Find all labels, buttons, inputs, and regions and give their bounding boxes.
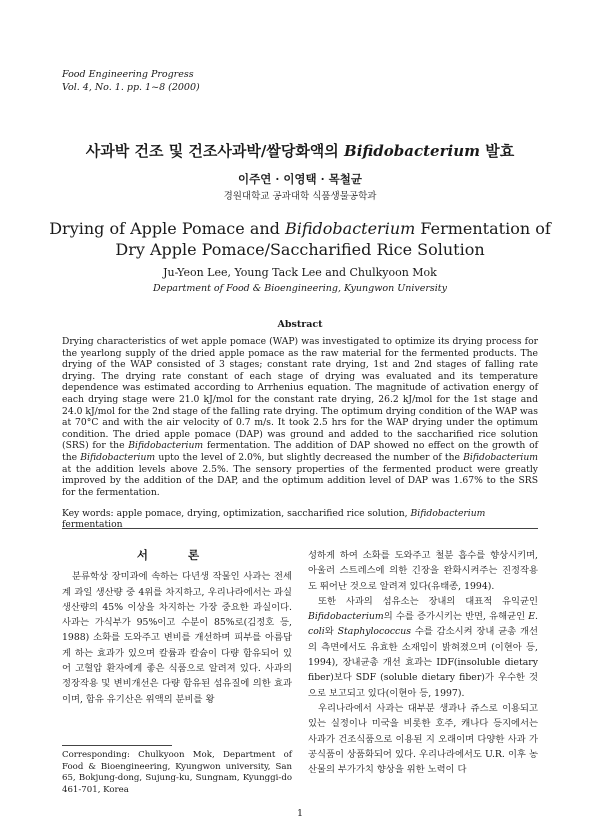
abstract-italic-1: Bifidobacterium — [128, 440, 204, 452]
korean-authors: 이주연 · 이영택 · 목철균 — [237, 172, 362, 186]
para2-c: 와 — [324, 626, 338, 638]
section-heading: 서 론 — [136, 548, 218, 562]
korean-title-italic: Bifidobacterium — [344, 142, 480, 160]
journal-header — [62, 68, 200, 94]
intro-paragraph-1: 분류학상 장미과에 속하는 다년생 작물인 사과는 전세계 과일 생산량 중 4위를 차지하고, 우리나라에서는 과실생산량의 45% 이상을 차지하는 가장 중요한 과실이다. 사과는 가식부가 95%이고 수분이 85%로(김정호 등, 1988) 소화를 도와주고 변비를 개선하며 피부를 아름답게 하는 효과가 있으며 칼륨과 칼슘이 다량 함유되어 있어 고혈압 환자에게 좋은 식품으로 알려져 있다. 사과의 정장작용 및 변비개선은 다량 함유된 섬유질에 의한 효과이며, 함유 유기산은 위액의 분비를 왕 — [62, 571, 292, 705]
para2-italic-1: Bifidobacterium — [308, 611, 384, 623]
abstract-part-4: at the addition levels above 2.5%. The sensory properties of the fermented product were greatly improved by the addition of the DAP, and the optimum addition level of DAP was 1.67% to the SRS for the fermentation. — [62, 463, 538, 498]
korean-title-post: 발효 — [479, 142, 515, 160]
keywords-italic: Bifidobacterium — [410, 508, 486, 519]
abstract-part-1: Drying characteristics of wet apple pomace (WAP) was investigated to optimize its drying process for the yearlong supply of the dried apple pomace as the raw material for the fermented products. The drying of the WAP consisted of 3 stages; constant rate drying, 1st and 2nd stages of falling rate drying. The drying rate constant of each stage of drying was evaluated and its temperature dependence was estimated according to Arrhenius equation. The magnitude of activation energy of each drying stage were 21.0 kJ/mol for the constant rate drying, 26.2 kJ/mol for the 1st stage and 24.0 kJ/mol for the 2nd stage of the falling rate drying. The optimum drying condition of the WAP was at 70°C and with the air velocity of 0.7 m/s. It took 2.5 hrs for the WAP drying under the optimum condition. The dried apple pomace (DAP) was ground and added to the saccharified rice solution (SRS) for the — [62, 336, 538, 452]
abstract-part-3: upto the level of 2.0%, but slightly decreased the number of the — [155, 451, 464, 463]
para2-d: 수를 감소시켜 장내 균총 개선의 측면에서도 유효한 소재임이 밝혀졌으며 (이현아 등, 1994), 장내균총 개선 효과는 IDF(insoluble dietary fiber)보다 SDF (soluble dietary fiber)가 우수한 것으로 보고되고 있다(이현아 등, 1997). — [308, 626, 539, 699]
para2-a: 또한 사과의 섬유소는 장내의 대표적 유익균인 — [318, 595, 538, 607]
para2-italic-3: Staphylococcus — [337, 626, 411, 638]
abstract-part-2: fermentation. The addition of DAP showed no effect on the growth of the — [62, 440, 538, 463]
page-number: 1 — [296, 808, 304, 819]
journal-volume: Vol. 4, No. 1. pp. 1~8 (2000) — [62, 82, 200, 93]
english-title — [40, 218, 560, 260]
abstract-body — [62, 336, 538, 498]
abstract-heading: Abstract — [277, 319, 323, 330]
left-column — [62, 548, 292, 707]
corresponding-footnote: Corresponding: Chulkyoon Mok, Department of Food & Bioengineering, Kyungwon university, San 65, Bokjung-dong, Sujung-ku, Sungnam, Kyunggi-do 461-701, Korea — [62, 750, 292, 795]
right-column — [308, 548, 538, 777]
abstract-italic-3: Bifidobacterium — [463, 451, 538, 463]
intro-paragraph-continued: 성하게 하여 소화를 도와주고 철분 흡수를 향상시키며, 아울러 스트레스에 의한 긴장을 완화시켜주는 진정작용도 뛰어난 것으로 알려져 있다(유태종, 1994). — [308, 550, 538, 592]
english-affiliation: Department of Food & Bioengineering, Kyungwon University — [152, 283, 447, 294]
english-title-pre: Drying of Apple Pomace and — [49, 219, 285, 238]
english-title-italic: Bifidobacterium — [284, 219, 416, 238]
english-title-post: Fermentation of Dry Apple Pomace/Saccharified Rice Solution — [115, 219, 551, 259]
korean-title-pre: 사과박 건조 및 건조사과박/쌀당화액의 — [85, 142, 345, 160]
section-divider — [62, 528, 538, 529]
korean-title — [0, 140, 600, 161]
journal-name: Food Engineering Progress — [62, 69, 194, 80]
keywords — [62, 508, 538, 530]
keywords-text: Key words: apple pomace, drying, optimization, saccharified rice solution, — [62, 508, 411, 519]
abstract-italic-2: Bifidobacterium — [80, 451, 156, 463]
intro-paragraph-3: 우리나라에서 사과는 대부분 생과나 쥬스로 이용되고 있는 실정이나 미국을 비롯한 호주, 캐나다 등지에서는 사과가 건조식품으로 이용된 지 오래이며 다양한 사과 가공식품이 상품화되어 있다. 우리나라에서도 U.R. 이후 농산물의 부가가치 향상을 위한 노력이 다 — [308, 702, 538, 776]
keywords-tail: fermentation — [62, 519, 123, 530]
intro-paragraph-2 — [308, 594, 538, 701]
korean-affiliation: 경원대학교 공과대학 식품생물공학과 — [223, 191, 377, 202]
footnote-divider — [62, 745, 172, 746]
para2-b: 의 수를 증가시키는 반면, 유해균인 — [383, 611, 529, 623]
para2-italic-2: E. coli — [308, 611, 538, 638]
english-authors: Ju-Yeon Lee, Young Tack Lee and Chulkyoon Mok — [163, 266, 437, 279]
